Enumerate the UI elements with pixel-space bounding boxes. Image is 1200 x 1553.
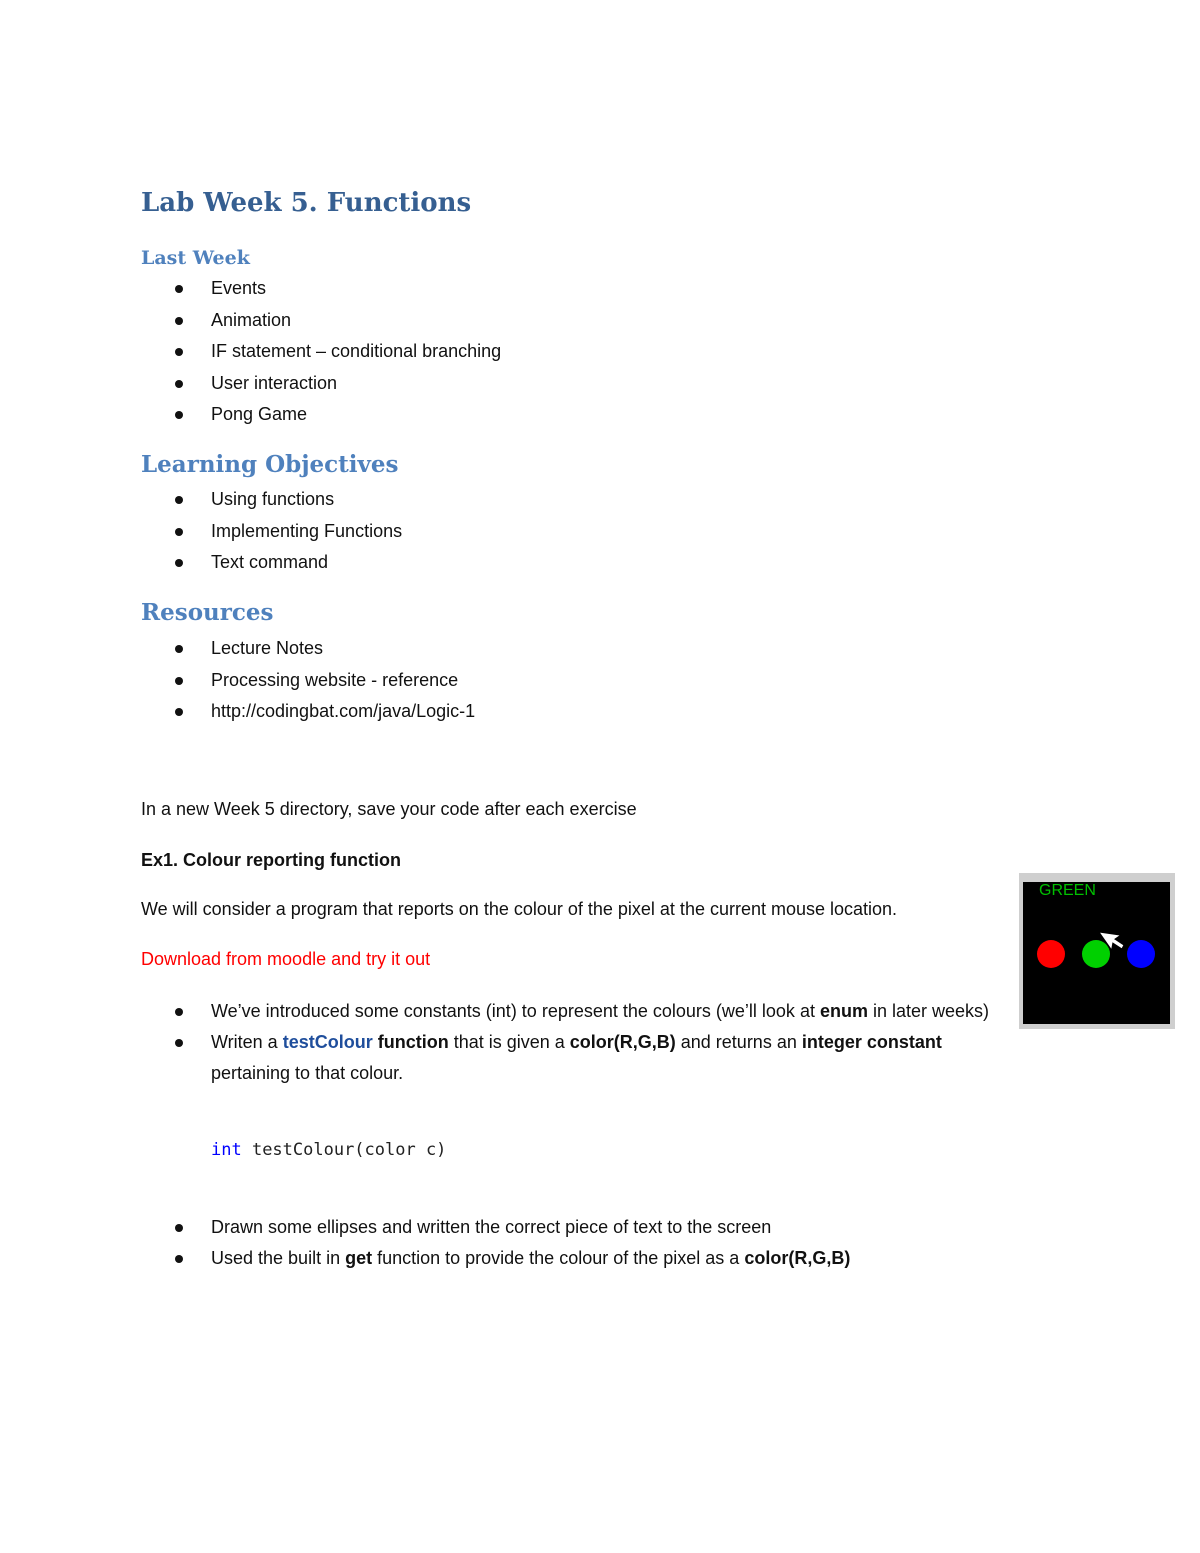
sketch-canvas bbox=[1023, 882, 1170, 1024]
list-item: User interaction bbox=[0, 368, 1000, 400]
last-week-heading: Last Week bbox=[141, 247, 250, 269]
code-snippet: int testColour(color c) bbox=[211, 1140, 447, 1160]
red-circle bbox=[1037, 940, 1065, 968]
exercise-title: Ex1. Colour reporting function bbox=[141, 850, 401, 870]
bullet-icon bbox=[175, 1255, 183, 1263]
green-circle bbox=[1082, 940, 1110, 968]
list-item: Events bbox=[0, 273, 1000, 305]
bullet-icon bbox=[175, 411, 183, 419]
blue-circle bbox=[1127, 940, 1155, 968]
bullet-icon bbox=[175, 708, 183, 716]
list-item: Processing website - reference bbox=[0, 665, 1000, 697]
bullet-icon bbox=[175, 1008, 183, 1016]
resources-list bbox=[0, 633, 1000, 728]
page-title: Lab Week 5. Functions bbox=[141, 188, 472, 218]
objectives-list bbox=[0, 484, 1000, 579]
list-item: Writen a testColour function that is given a color(R,G,B) and returns an integer constant pertaining to that colour. bbox=[0, 1027, 1000, 1089]
bullet-icon bbox=[175, 528, 183, 536]
resources-heading: Resources bbox=[141, 599, 274, 626]
bullet-icon bbox=[175, 380, 183, 388]
program-screenshot bbox=[1019, 873, 1175, 1029]
exercise-list bbox=[0, 996, 1000, 1089]
bullet-icon bbox=[175, 496, 183, 504]
resource-link[interactable]: http://codingbat.com/java/Logic-1 bbox=[211, 701, 476, 721]
list-item: Using functions bbox=[0, 484, 1000, 516]
list-item: Drawn some ellipses and written the correct piece of text to the screen bbox=[0, 1212, 1000, 1243]
list-item: Pong Game bbox=[0, 399, 1000, 431]
list-item: Lecture Notes bbox=[0, 633, 1000, 665]
list-item: Used the built in get function to provide the colour of the pixel as a color(R,G,B) bbox=[0, 1243, 1000, 1274]
list-item: Implementing Functions bbox=[0, 516, 1000, 548]
bullet-icon bbox=[175, 559, 183, 567]
bullet-icon bbox=[175, 348, 183, 356]
bullet-icon bbox=[175, 285, 183, 293]
objectives-heading: Learning Objectives bbox=[141, 451, 399, 478]
list-item: Text command bbox=[0, 547, 1000, 579]
list-item: IF statement – conditional branching bbox=[0, 336, 1000, 368]
bullet-icon bbox=[175, 1039, 183, 1047]
intro-text: In a new Week 5 directory, save your code after each exercise bbox=[141, 799, 637, 819]
colour-label: GREEN bbox=[1039, 882, 1096, 899]
exercise-description: We will consider a program that reports on the colour of the pixel at the current mouse location. bbox=[141, 899, 898, 919]
sketch-drawing bbox=[1023, 882, 1170, 1024]
bullet-icon bbox=[175, 645, 183, 653]
bullet-icon bbox=[175, 677, 183, 685]
list-item: Animation bbox=[0, 305, 1000, 337]
last-week-list bbox=[0, 273, 1000, 431]
list-item bbox=[0, 696, 1000, 728]
bullet-icon bbox=[175, 1224, 183, 1232]
exercise-list-2 bbox=[0, 1212, 1000, 1274]
list-item: We’ve introduced some constants (int) to represent the colours (we’ll look at enum in later weeks) bbox=[0, 996, 1000, 1027]
download-instruction: Download from moodle and try it out bbox=[141, 949, 431, 969]
bullet-icon bbox=[175, 317, 183, 325]
